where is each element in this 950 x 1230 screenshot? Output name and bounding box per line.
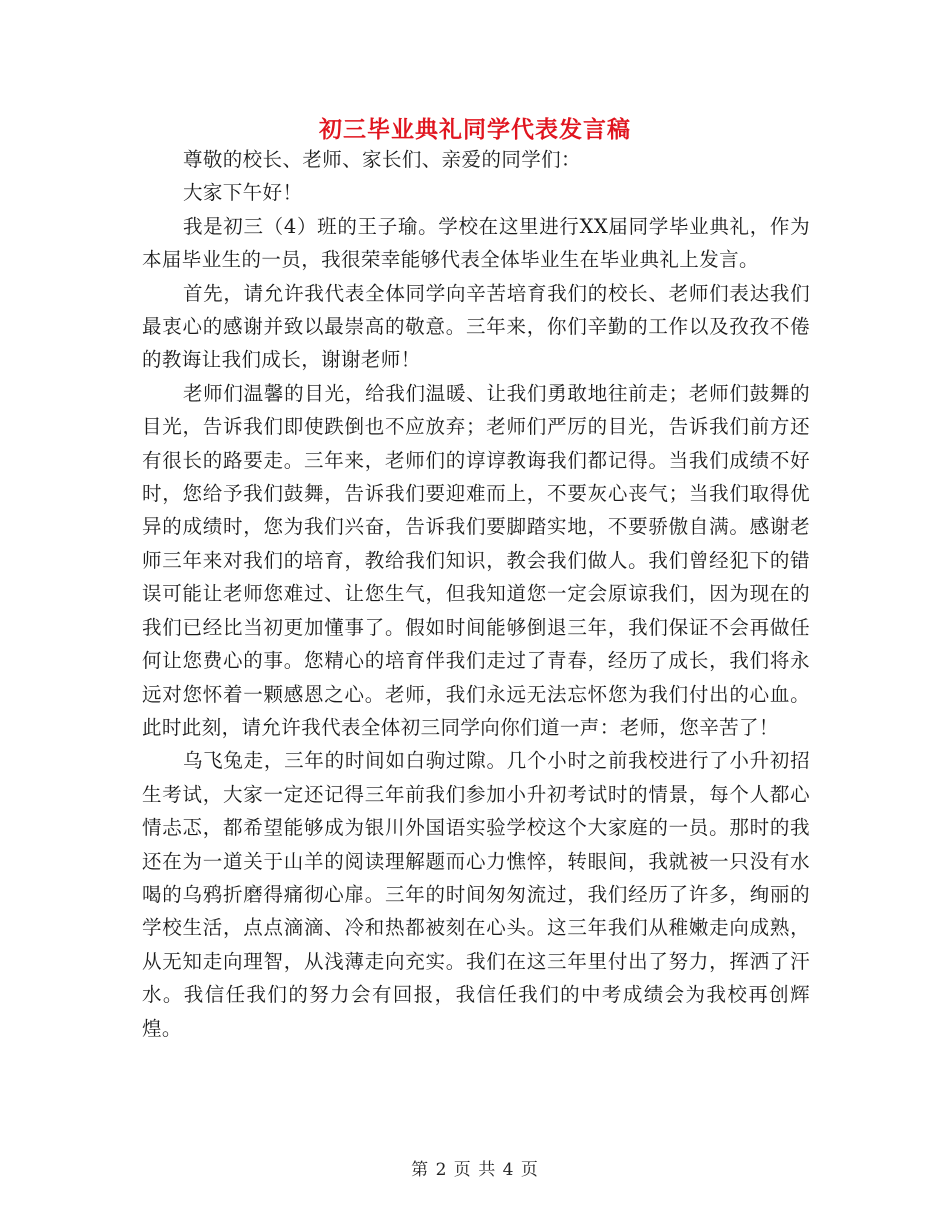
document-body xyxy=(142,143,810,1045)
paragraph: 我是初三（4）班的王子瑜。学校在这里进行XX届同学毕业典礼，作为本届毕业生的一员，我很荣幸能够代表全体毕业生在毕业典礼上发言。 xyxy=(142,214,810,272)
salutation: 尊敬的校长、老师、家长们、亲爱的同学们： xyxy=(182,148,581,171)
greeting: 大家下午好！ xyxy=(182,181,303,205)
document-title: 初三毕业典礼同学代表发言稿 xyxy=(319,117,631,143)
paragraph: 乌飞兔走，三年的时间如白驹过隙。几个小时之前我校进行了小升初招生考试，大家一定还记得三年前我们参加小升初考试时的情景，每个人都心情忐忑，都希望能够成为银川外国语实验学校这个大家庭的一员。那时的我还在为一道关于山羊的阅读理解题而心力憔悴，转眼间，我就被一只没有水喝的乌鸦折磨得痛彻心扉。三年的时间匆匆流过，我们经历了许多，绚丽的学校生活，点点滴滴、冷和热都被刻在心头。这三年我们从稚嫩走向成熟，从无知走向理智，从浅薄走向充实。我们在这三年里付出了努力，挥洒了汗水。我信任我们的努力会有回报，我信任我们的中考成绩会为我校再创辉煌。 xyxy=(142,749,810,1040)
paragraph: 老师们温馨的目光，给我们温暖、让我们勇敢地往前走；老师们鼓舞的目光，告诉我们即使跌倒也不应放弃；老师们严厉的目光，告诉我们前方还有很长的路要走。三年来，老师们的谆谆教诲我们都记得。当我们成绩不好时，您给予我们鼓舞，告诉我们要迎难而上，不要灰心丧气；当我们取得优异的成绩时，您为我们兴奋，告诉我们要脚踏实地，不要骄傲自满。感谢老师三年来对我们的培育，教给我们知识，教会我们做人。我们曾经犯下的错误可能让老师您难过、让您生气，但我知道您一定会原谅我们，因为现在的我们已经比当初更加懂事了。假如时间能够倒退三年，我们保证不会再做任何让您费心的事。您精心的培育伴我们走过了青春，经历了成长，我们将永远对您怀着一颗感恩之心。老师，我们永远无法忘怀您为我们付出的心血。此时此刻，请允许我代表全体初三同学向你们道一声：老师，您辛苦了！ xyxy=(142,381,810,739)
page-footer: 第 2 页 共 4 页 xyxy=(411,1160,539,1180)
paragraph: 首先，请允许我代表全体同学向辛苦培育我们的校长、老师们表达我们最衷心的感谢并致以最崇高的敬意。三年来，你们辛勤的工作以及孜孜不倦的教诲让我们成长，谢谢老师！ xyxy=(142,281,810,372)
